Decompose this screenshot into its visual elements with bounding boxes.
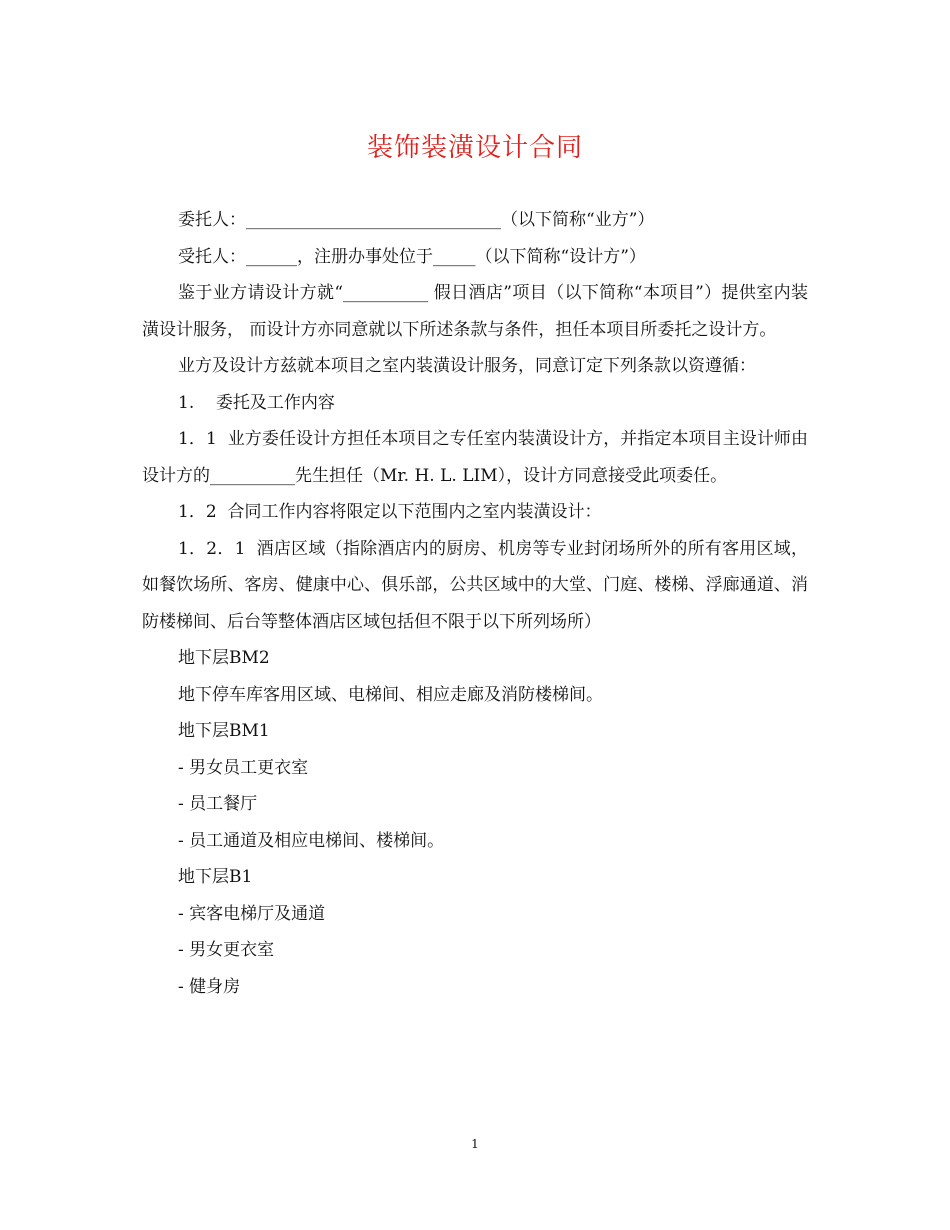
clause-1-2-1: 1．2．1 酒店区域（指除酒店内的厨房、机房等专业封闭场所外的所有客用区域，如餐饮场所、客房、健康中心、俱乐部，公共区域中的大堂、门庭、楼梯、浮廊通道、消防楼梯间、后台等整体酒店区域包括但不限于以下所列场所） — [142, 538, 808, 632]
paragraph-contractor: 受托人：______，注册办事处位于_____（以下简称“设计方”） — [178, 246, 646, 267]
list-item: - 员工通道及相应电梯间、楼梯间。 — [178, 830, 445, 851]
document-body — [142, 202, 808, 1005]
clause-1-2: 1．2 合同工作内容将限定以下范围内之室内装潢设计： — [178, 502, 602, 522]
list-item: - 男女员工更衣室 — [178, 757, 309, 778]
clause-1-1: 1．1 业方委任设计方担任本项目之专任室内装潢设计方，并指定本项目主设计师由设计方的__________先生担任（Mr. H. L. LIM），设计方同意接受此项委任。 — [142, 429, 808, 486]
floor-heading-b1: 地下层B1 — [178, 867, 253, 887]
paragraph-recital: 鉴于业方请设计方就“__________ 假日酒店”项目（以下简称“本项目”）提供室内装潢设计服务， 而设计方亦同意就以下所述条款与条件，担任本项目所委托之设计方。 — [142, 283, 808, 340]
list-item: - 员工餐厅 — [178, 794, 258, 814]
paragraph-client: 委托人：______________________________（以下简称“业方”） — [178, 210, 655, 230]
page-number: 1 — [471, 1137, 479, 1151]
floor-heading-bm2: 地下层BM2 — [178, 648, 270, 668]
floor-heading-bm1: 地下层BM1 — [178, 721, 270, 741]
floor-bm2-description: 地下停车库客用区域、电梯间、相应走廊及消防楼梯间。 — [178, 684, 603, 705]
list-item: - 健身房 — [178, 976, 241, 997]
document-title: 装饰装潢设计合同 — [366, 133, 583, 163]
section-heading-1: 1. 委托及工作内容 — [178, 392, 335, 413]
list-item: - 宾客电梯厅及通道 — [178, 903, 326, 924]
paragraph-agreement: 业方及设计方兹就本项目之室内装潢设计服务，同意订定下列条款以资遵循： — [178, 356, 756, 376]
list-item: - 男女更衣室 — [178, 940, 275, 960]
